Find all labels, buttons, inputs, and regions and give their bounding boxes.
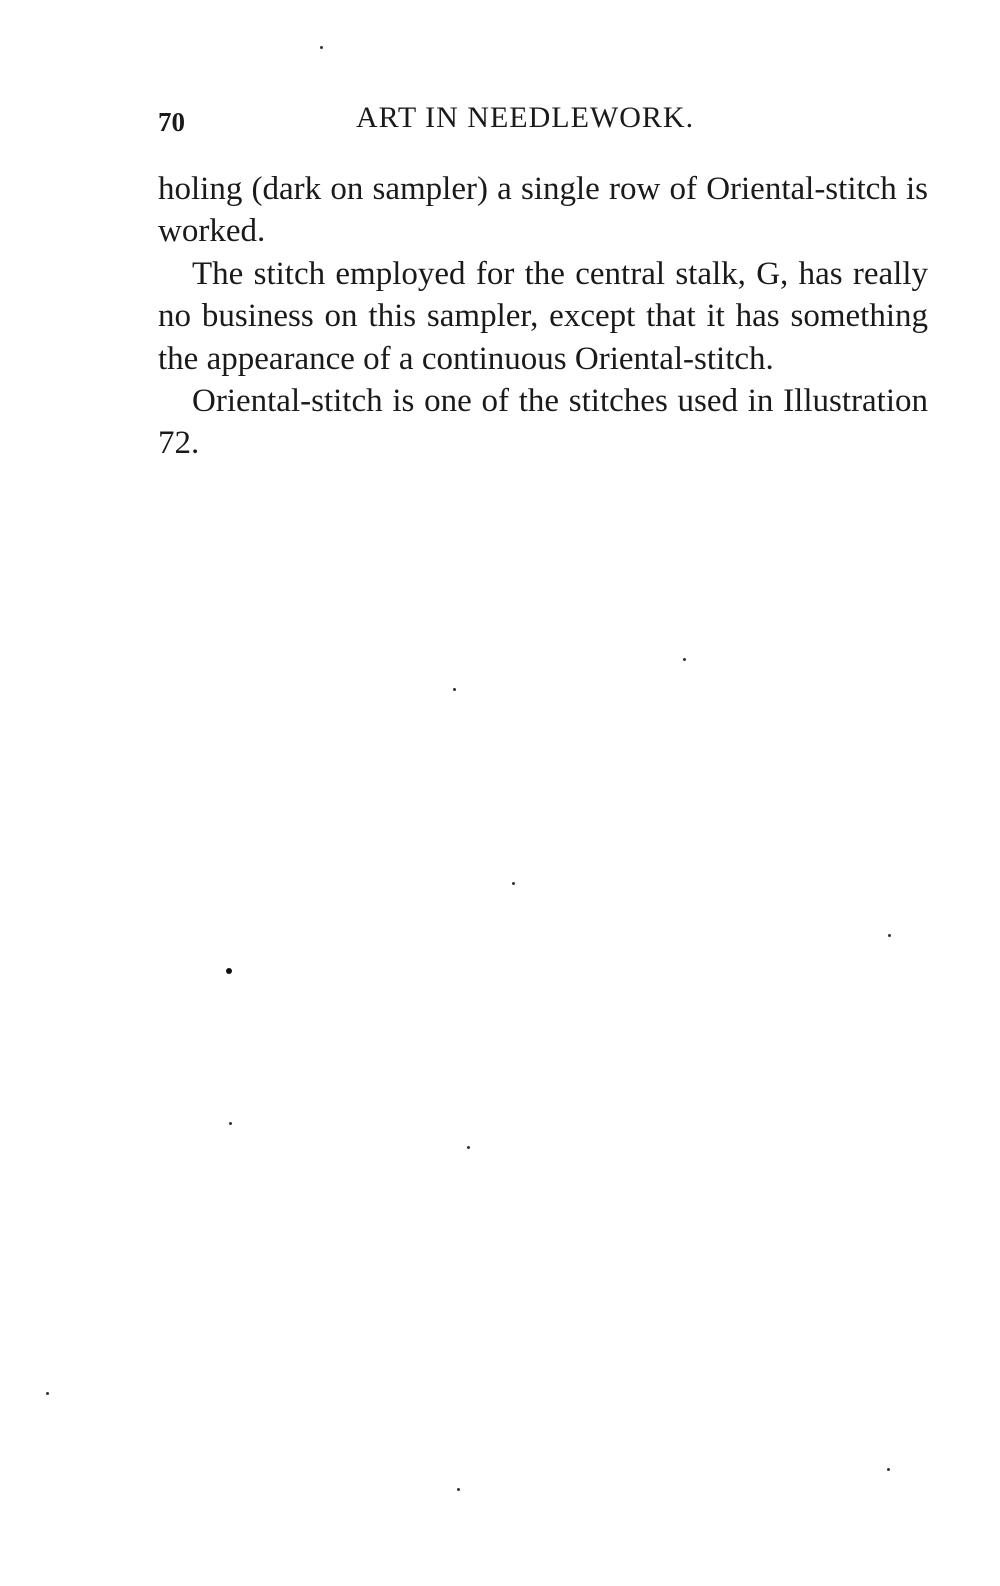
scan-speck — [888, 934, 891, 937]
running-head — [158, 98, 928, 142]
scan-speck — [453, 688, 456, 691]
scan-speck — [467, 1146, 470, 1149]
scan-speck — [683, 658, 686, 661]
scan-speck — [887, 1468, 890, 1471]
paragraph: The stitch employed for the central stalk, G, has really no business on this sampler, except that it has something the appearance of a continuous Oriental-stitch. — [158, 255, 928, 377]
scan-speck — [229, 1122, 232, 1125]
body-text — [158, 168, 928, 465]
page-number: 70 — [158, 107, 185, 137]
scan-speck — [320, 46, 323, 49]
running-title: ART IN NEEDLEWORK. — [356, 101, 695, 134]
scan-speck — [512, 882, 515, 885]
scan-speck — [457, 1488, 460, 1491]
scan-speck — [46, 1392, 49, 1395]
paragraph: holing (dark on sampler) a single row of Oriental-stitch is worked. — [158, 171, 928, 250]
scan-speck — [226, 968, 232, 974]
paragraph: Oriental-stitch is one of the stitches used in Illustration 72. — [158, 383, 928, 462]
